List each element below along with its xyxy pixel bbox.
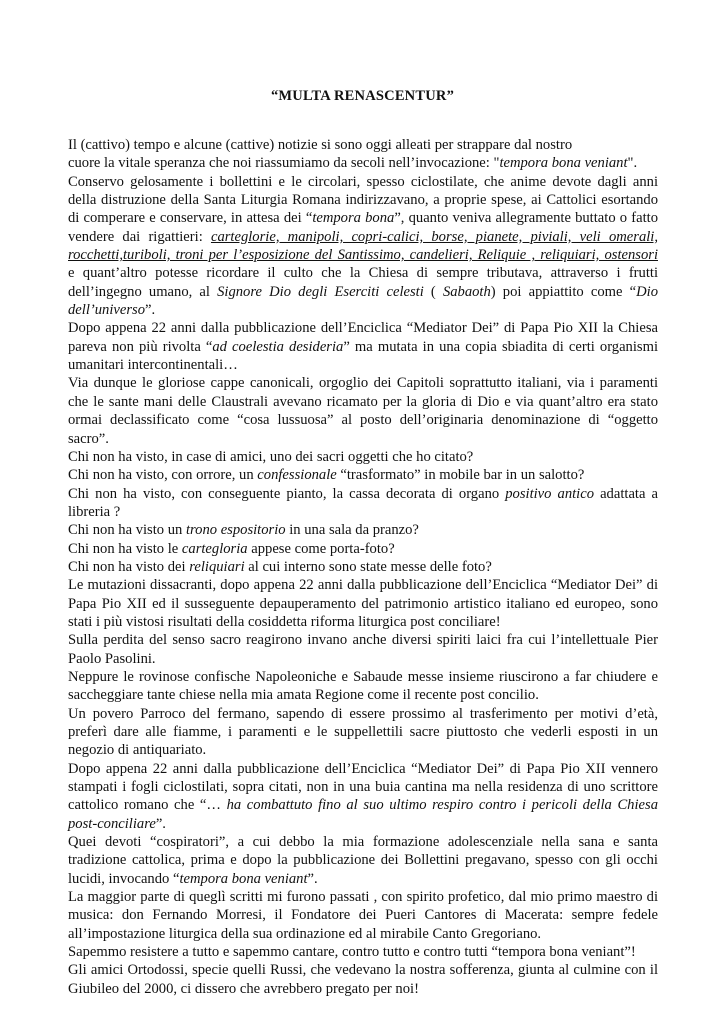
text-line: Chi non ha visto, in case di amici, uno dei sacri oggetti che ho citato? (68, 448, 474, 465)
text-line: Paolo Pasolini. (68, 650, 156, 667)
text-line: Chi non ha visto le cartegloria appese come porta-foto? (68, 540, 395, 557)
text-line: Chi non ha visto, con conseguente pianto, la cassa decorata di organo positivo antico adattata a (68, 485, 658, 502)
text-line: libreria ? (68, 503, 121, 520)
document-title: “MULTA RENASCENTUR” (270, 88, 455, 104)
text-line: Dopo appena 22 anni dalla pubblicazione dell’Enciclica “Mediator Dei” di Papa Pio XII la Chiesa (68, 320, 658, 337)
text-line: rocchetti,turiboli, troni per l’esposizione del Santissimo, candelieri, Reliquie , reliquiari, ostensori (68, 247, 658, 264)
text-line: Via dunque le gloriose cappe canonicali, orgoglio dei Capitoli soprattutto italiani, via i paramenti (68, 375, 658, 392)
text-line: Neppure le rovinose confische Napoleoniche e Sabaude messe insieme riuscirono a far chiudere e (68, 668, 658, 685)
text-line: che le sante mani delle Claustrali avevano ricamato per la gloria di Dio e via quant’altro era stato (68, 393, 658, 410)
text-line: all’impostazione liturgica della sua ordinazione ed al mirabile Canto Gregoriano. (68, 925, 542, 942)
document-body (68, 136, 658, 998)
text-line: cattolico romano che “… ha combattuto fino al suo ultimo respiro contro i pericoli della Chiesa (68, 797, 658, 814)
text-line: tradizione cattolica, prima e dopo la pubblicazione dei Bollettini pregavano, spesso con gli occhi (68, 852, 658, 869)
text-line: dell’ingegno umano, al Signore Dio degli Eserciti celesti ( Sabaoth) poi appiattito come “Dio (68, 283, 658, 300)
text-line: stampati i fogli ciclostilati, sopra citati, non in una buia cantina ma nella residenza di uno scrittore (68, 779, 658, 796)
text-line: pareva non più rivolta “ad coelestia desideria” ma mutata in una copia sbiadita di certi organismi (68, 338, 658, 355)
text-line: ormai declassificato come “cosa lussuosa” al posto dell’originaria denominazione di “oggetto (68, 412, 658, 429)
text-line: Sulla perdita del senso sacro reagirono invano anche diversi spiriti laici fra cui l’intellettuale Pier (68, 632, 658, 649)
text-line: saccheggiare tante chiese nella mia amata Regione come il recente post concilio. (68, 687, 539, 704)
text-line: preferì dare alle fiamme, i paramenti e le suppellettili sacre piuttosto che vederli esposti in un (68, 724, 658, 740)
text-line: vendere dai rigattieri: carteglorie, manipoli, copri-calici, borse, pianete, piviali, veli omerali, (68, 228, 658, 245)
text-line: musica: don Fernando Morresi, il Fondatore dei Pueri Cantores di Macerata: sempre fedele (68, 907, 658, 924)
text-line: negozio di antiquariato. (68, 742, 207, 759)
text-line: Dopo appena 22 anni dalla pubblicazione dell’Enciclica “Mediator Dei” di Papa Pio XII vennero (68, 760, 658, 777)
text-line: Chi non ha visto dei reliquiari al cui interno sono state messe delle foto? (68, 558, 492, 575)
text-line: Conservo gelosamente i bollettini e le circolari, spesso ciclostilate, che anime devote dagli anni (68, 173, 658, 190)
text-line: Papa Pio XII ed il susseguente depauperamento del patrimonio artistico italiano ed europeo, sono (68, 595, 658, 612)
text-line: sacro”. (68, 430, 109, 447)
text-line: La maggior parte di queglì scritti mi furono passati , con spirito profetico, dal mio primo maestro di (68, 889, 658, 906)
text-line: Chi non ha visto un trono espositorio in una sala da pranzo? (68, 522, 419, 539)
text-line: dell’universo”. (68, 302, 156, 319)
text-line: della distruzione della Santa Liturgia Romana indirizzavano, a proprie spese, ai Cattolici esortando (68, 192, 658, 209)
text-line: Le mutazioni dissacranti, dopo appena 22 anni dalla pubblicazione dell’Enciclica “Mediator Dei” di (68, 577, 658, 594)
text-line: Sapemmo resistere a tutto e sapemmo cantare, contro tutto e contro tutti “tempora bona veniant”! (68, 944, 636, 961)
text-line: Giubileo del 2000, ci dissero che avrebbero pregato per noi! (68, 980, 419, 997)
text-line: Gli amici Ortodossi, specie quelli Russi, che vedevano la nostra sofferenza, giunta al culmine con il (68, 962, 658, 979)
text-line: di comperare e conservare, in attesa dei “tempora bona”, quanto veniva allegramente buttato o fatto (68, 210, 658, 227)
text-line: Chi non ha visto, con orrore, un confessionale “trasformato” in mobile bar in un salotto? (68, 467, 585, 484)
text-line: umanitari intercontinentali… (68, 357, 238, 374)
text-line: e quant’altro potesse ricordare il culto che la Chiesa di sempre tributava, attraverso i frutti (68, 265, 658, 282)
text-line: lucidi, invocando “tempora bona veniant”. (68, 870, 318, 887)
text-line: post-conciliare”. (68, 815, 166, 832)
text-line: Quei devoti “cospiratori”, a cui debbo la mia formazione adolescenziale nella sana e santa (68, 834, 658, 851)
text-line: Un povero Parroco del fermano, sapendo di essere prossimo al trasferimento per motivi d’età, (68, 705, 658, 722)
text-line: Il (cattivo) tempo e alcune (cattive) notizie si sono oggi alleati per strappare dal nostro (68, 137, 573, 153)
text-line: stati i più vistosi risultati della cosiddetta riforma liturgica post conciliare! (68, 613, 501, 630)
text-line: cuore la vitale speranza che noi riassumiamo da secoli nell’invocazione: "tempora bona veniant". (68, 155, 638, 172)
